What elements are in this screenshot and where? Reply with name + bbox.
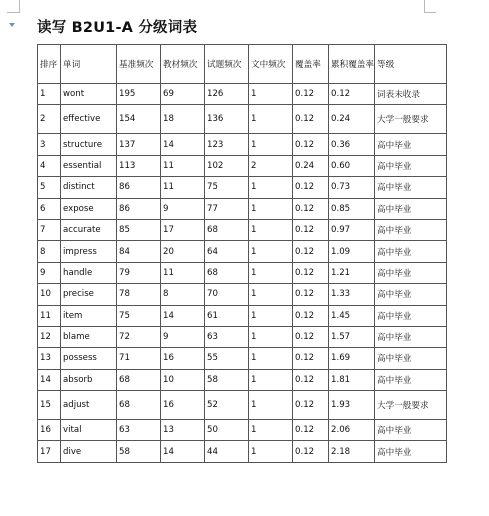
cell-word: accurate bbox=[61, 219, 117, 240]
cell-rank: 4 bbox=[38, 155, 61, 176]
cell-coverage: 0.12 bbox=[293, 84, 329, 105]
cell-exam-frequency: 55 bbox=[205, 348, 249, 369]
cell-level: 大学一般要求 bbox=[375, 105, 447, 134]
cell-coverage: 0.12 bbox=[293, 391, 329, 420]
vocabulary-table bbox=[37, 44, 447, 463]
cell-exam-frequency: 61 bbox=[205, 305, 249, 326]
cell-rank: 14 bbox=[38, 369, 61, 390]
cell-level: 高中毕业 bbox=[375, 134, 447, 155]
cell-word: blame bbox=[61, 326, 117, 347]
table-row bbox=[38, 441, 447, 462]
cell-coverage: 0.12 bbox=[293, 262, 329, 283]
cell-text-frequency: 1 bbox=[249, 262, 293, 283]
cell-rank: 10 bbox=[38, 284, 61, 305]
cell-textbook-frequency: 14 bbox=[161, 441, 205, 462]
cell-base-frequency: 86 bbox=[117, 177, 161, 198]
cell-cumulative-coverage: 1.57 bbox=[329, 326, 375, 347]
cell-textbook-frequency: 14 bbox=[161, 134, 205, 155]
cell-coverage: 0.12 bbox=[293, 198, 329, 219]
cell-base-frequency: 195 bbox=[117, 84, 161, 105]
header-level: 等级 bbox=[375, 45, 447, 84]
table-row bbox=[38, 177, 447, 198]
header-textbook-frequency: 教材频次 bbox=[161, 45, 205, 84]
cell-cumulative-coverage: 1.21 bbox=[329, 262, 375, 283]
collapse-arrow-icon[interactable] bbox=[9, 23, 15, 27]
cell-base-frequency: 84 bbox=[117, 241, 161, 262]
cell-level: 高中毕业 bbox=[375, 177, 447, 198]
cell-level: 高中毕业 bbox=[375, 326, 447, 347]
cell-coverage: 0.12 bbox=[293, 369, 329, 390]
cell-level: 高中毕业 bbox=[375, 198, 447, 219]
page-corner-mark-left bbox=[7, 0, 20, 13]
cell-rank: 16 bbox=[38, 420, 61, 441]
cell-base-frequency: 68 bbox=[117, 369, 161, 390]
cell-coverage: 0.12 bbox=[293, 284, 329, 305]
cell-exam-frequency: 77 bbox=[205, 198, 249, 219]
cell-word: adjust bbox=[61, 391, 117, 420]
cell-rank: 9 bbox=[38, 262, 61, 283]
cell-rank: 6 bbox=[38, 198, 61, 219]
cell-word: handle bbox=[61, 262, 117, 283]
cell-text-frequency: 1 bbox=[249, 420, 293, 441]
cell-rank: 5 bbox=[38, 177, 61, 198]
cell-level: 高中毕业 bbox=[375, 369, 447, 390]
cell-base-frequency: 86 bbox=[117, 198, 161, 219]
cell-level: 高中毕业 bbox=[375, 441, 447, 462]
cell-word: structure bbox=[61, 134, 117, 155]
table-row bbox=[38, 84, 447, 105]
cell-exam-frequency: 102 bbox=[205, 155, 249, 176]
header-text-frequency: 文中频次 bbox=[249, 45, 293, 84]
page-corner-mark-right-h bbox=[424, 12, 436, 14]
cell-textbook-frequency: 9 bbox=[161, 198, 205, 219]
cell-rank: 8 bbox=[38, 241, 61, 262]
cell-base-frequency: 79 bbox=[117, 262, 161, 283]
cell-cumulative-coverage: 1.93 bbox=[329, 391, 375, 420]
cell-cumulative-coverage: 0.85 bbox=[329, 198, 375, 219]
cell-exam-frequency: 136 bbox=[205, 105, 249, 134]
cell-coverage: 0.12 bbox=[293, 441, 329, 462]
cell-level: 大学一般要求 bbox=[375, 391, 447, 420]
cell-text-frequency: 1 bbox=[249, 134, 293, 155]
cell-textbook-frequency: 17 bbox=[161, 219, 205, 240]
table-row bbox=[38, 134, 447, 155]
cell-exam-frequency: 123 bbox=[205, 134, 249, 155]
cell-base-frequency: 85 bbox=[117, 219, 161, 240]
cell-cumulative-coverage: 0.36 bbox=[329, 134, 375, 155]
cell-base-frequency: 71 bbox=[117, 348, 161, 369]
cell-level: 词表未收录 bbox=[375, 84, 447, 105]
cell-cumulative-coverage: 1.81 bbox=[329, 369, 375, 390]
cell-textbook-frequency: 9 bbox=[161, 326, 205, 347]
header-cumulative-coverage: 累积覆盖率 bbox=[329, 45, 375, 84]
cell-rank: 11 bbox=[38, 305, 61, 326]
table-row bbox=[38, 305, 447, 326]
cell-coverage: 0.12 bbox=[293, 326, 329, 347]
cell-text-frequency: 1 bbox=[249, 198, 293, 219]
cell-rank: 7 bbox=[38, 219, 61, 240]
table-row bbox=[38, 219, 447, 240]
cell-base-frequency: 154 bbox=[117, 105, 161, 134]
cell-exam-frequency: 68 bbox=[205, 262, 249, 283]
cell-word: absorb bbox=[61, 369, 117, 390]
cell-text-frequency: 1 bbox=[249, 348, 293, 369]
cell-cumulative-coverage: 0.60 bbox=[329, 155, 375, 176]
cell-text-frequency: 1 bbox=[249, 219, 293, 240]
cell-level: 高中毕业 bbox=[375, 262, 447, 283]
cell-exam-frequency: 44 bbox=[205, 441, 249, 462]
cell-textbook-frequency: 11 bbox=[161, 177, 205, 198]
cell-word: impress bbox=[61, 241, 117, 262]
cell-cumulative-coverage: 0.24 bbox=[329, 105, 375, 134]
cell-base-frequency: 58 bbox=[117, 441, 161, 462]
cell-text-frequency: 1 bbox=[249, 369, 293, 390]
cell-word: expose bbox=[61, 198, 117, 219]
table-header-row bbox=[38, 45, 447, 84]
header-rank: 排序 bbox=[38, 45, 61, 84]
cell-textbook-frequency: 16 bbox=[161, 348, 205, 369]
cell-level: 高中毕业 bbox=[375, 219, 447, 240]
cell-textbook-frequency: 11 bbox=[161, 262, 205, 283]
cell-exam-frequency: 70 bbox=[205, 284, 249, 305]
cell-text-frequency: 1 bbox=[249, 241, 293, 262]
cell-word: vital bbox=[61, 420, 117, 441]
cell-word: precise bbox=[61, 284, 117, 305]
cell-cumulative-coverage: 2.18 bbox=[329, 441, 375, 462]
table-row bbox=[38, 105, 447, 134]
table-row bbox=[38, 348, 447, 369]
cell-word: possess bbox=[61, 348, 117, 369]
cell-text-frequency: 1 bbox=[249, 177, 293, 198]
table-row bbox=[38, 241, 447, 262]
cell-cumulative-coverage: 1.33 bbox=[329, 284, 375, 305]
cell-base-frequency: 72 bbox=[117, 326, 161, 347]
table-row bbox=[38, 155, 447, 176]
cell-cumulative-coverage: 0.97 bbox=[329, 219, 375, 240]
cell-cumulative-coverage: 1.09 bbox=[329, 241, 375, 262]
cell-coverage: 0.12 bbox=[293, 241, 329, 262]
cell-text-frequency: 1 bbox=[249, 84, 293, 105]
cell-coverage: 0.12 bbox=[293, 177, 329, 198]
header-word: 单词 bbox=[61, 45, 117, 84]
cell-cumulative-coverage: 0.73 bbox=[329, 177, 375, 198]
cell-textbook-frequency: 14 bbox=[161, 305, 205, 326]
cell-rank: 12 bbox=[38, 326, 61, 347]
cell-base-frequency: 78 bbox=[117, 284, 161, 305]
cell-textbook-frequency: 13 bbox=[161, 420, 205, 441]
cell-cumulative-coverage: 2.06 bbox=[329, 420, 375, 441]
table-row bbox=[38, 420, 447, 441]
cell-textbook-frequency: 11 bbox=[161, 155, 205, 176]
table-row bbox=[38, 391, 447, 420]
cell-base-frequency: 113 bbox=[117, 155, 161, 176]
cell-exam-frequency: 63 bbox=[205, 326, 249, 347]
cell-exam-frequency: 64 bbox=[205, 241, 249, 262]
cell-base-frequency: 75 bbox=[117, 305, 161, 326]
table-row bbox=[38, 198, 447, 219]
cell-level: 高中毕业 bbox=[375, 155, 447, 176]
document-title: 读写 B2U1-A 分级词表 bbox=[37, 20, 198, 36]
cell-cumulative-coverage: 1.69 bbox=[329, 348, 375, 369]
cell-text-frequency: 1 bbox=[249, 391, 293, 420]
header-base-frequency: 基准频次 bbox=[117, 45, 161, 84]
cell-coverage: 0.12 bbox=[293, 134, 329, 155]
cell-rank: 13 bbox=[38, 348, 61, 369]
cell-text-frequency: 1 bbox=[249, 326, 293, 347]
cell-base-frequency: 137 bbox=[117, 134, 161, 155]
cell-rank: 2 bbox=[38, 105, 61, 134]
cell-level: 高中毕业 bbox=[375, 420, 447, 441]
header-coverage: 覆盖率 bbox=[293, 45, 329, 84]
cell-level: 高中毕业 bbox=[375, 241, 447, 262]
cell-level: 高中毕业 bbox=[375, 284, 447, 305]
cell-coverage: 0.12 bbox=[293, 305, 329, 326]
cell-text-frequency: 1 bbox=[249, 284, 293, 305]
cell-cumulative-coverage: 1.45 bbox=[329, 305, 375, 326]
cell-textbook-frequency: 69 bbox=[161, 84, 205, 105]
table-row bbox=[38, 284, 447, 305]
cell-text-frequency: 1 bbox=[249, 441, 293, 462]
cell-textbook-frequency: 16 bbox=[161, 391, 205, 420]
table-row bbox=[38, 262, 447, 283]
cell-textbook-frequency: 8 bbox=[161, 284, 205, 305]
cell-word: distinct bbox=[61, 177, 117, 198]
table-row bbox=[38, 326, 447, 347]
cell-text-frequency: 2 bbox=[249, 155, 293, 176]
cell-word: effective bbox=[61, 105, 117, 134]
cell-textbook-frequency: 20 bbox=[161, 241, 205, 262]
cell-coverage: 0.12 bbox=[293, 219, 329, 240]
cell-word: wont bbox=[61, 84, 117, 105]
cell-exam-frequency: 68 bbox=[205, 219, 249, 240]
cell-base-frequency: 68 bbox=[117, 391, 161, 420]
table-row bbox=[38, 369, 447, 390]
cell-cumulative-coverage: 0.12 bbox=[329, 84, 375, 105]
cell-textbook-frequency: 18 bbox=[161, 105, 205, 134]
cell-exam-frequency: 58 bbox=[205, 369, 249, 390]
cell-exam-frequency: 126 bbox=[205, 84, 249, 105]
cell-base-frequency: 63 bbox=[117, 420, 161, 441]
header-exam-frequency: 试题频次 bbox=[205, 45, 249, 84]
cell-text-frequency: 1 bbox=[249, 305, 293, 326]
cell-word: dive bbox=[61, 441, 117, 462]
cell-word: essential bbox=[61, 155, 117, 176]
cell-rank: 17 bbox=[38, 441, 61, 462]
cell-coverage: 0.12 bbox=[293, 420, 329, 441]
cell-exam-frequency: 52 bbox=[205, 391, 249, 420]
cell-coverage: 0.12 bbox=[293, 105, 329, 134]
cell-level: 高中毕业 bbox=[375, 305, 447, 326]
cell-rank: 3 bbox=[38, 134, 61, 155]
cell-coverage: 0.12 bbox=[293, 348, 329, 369]
cell-exam-frequency: 75 bbox=[205, 177, 249, 198]
cell-rank: 15 bbox=[38, 391, 61, 420]
cell-rank: 1 bbox=[38, 84, 61, 105]
cell-textbook-frequency: 10 bbox=[161, 369, 205, 390]
cell-word: item bbox=[61, 305, 117, 326]
cell-text-frequency: 1 bbox=[249, 105, 293, 134]
cell-level: 高中毕业 bbox=[375, 348, 447, 369]
cell-coverage: 0.24 bbox=[293, 155, 329, 176]
cell-exam-frequency: 50 bbox=[205, 420, 249, 441]
